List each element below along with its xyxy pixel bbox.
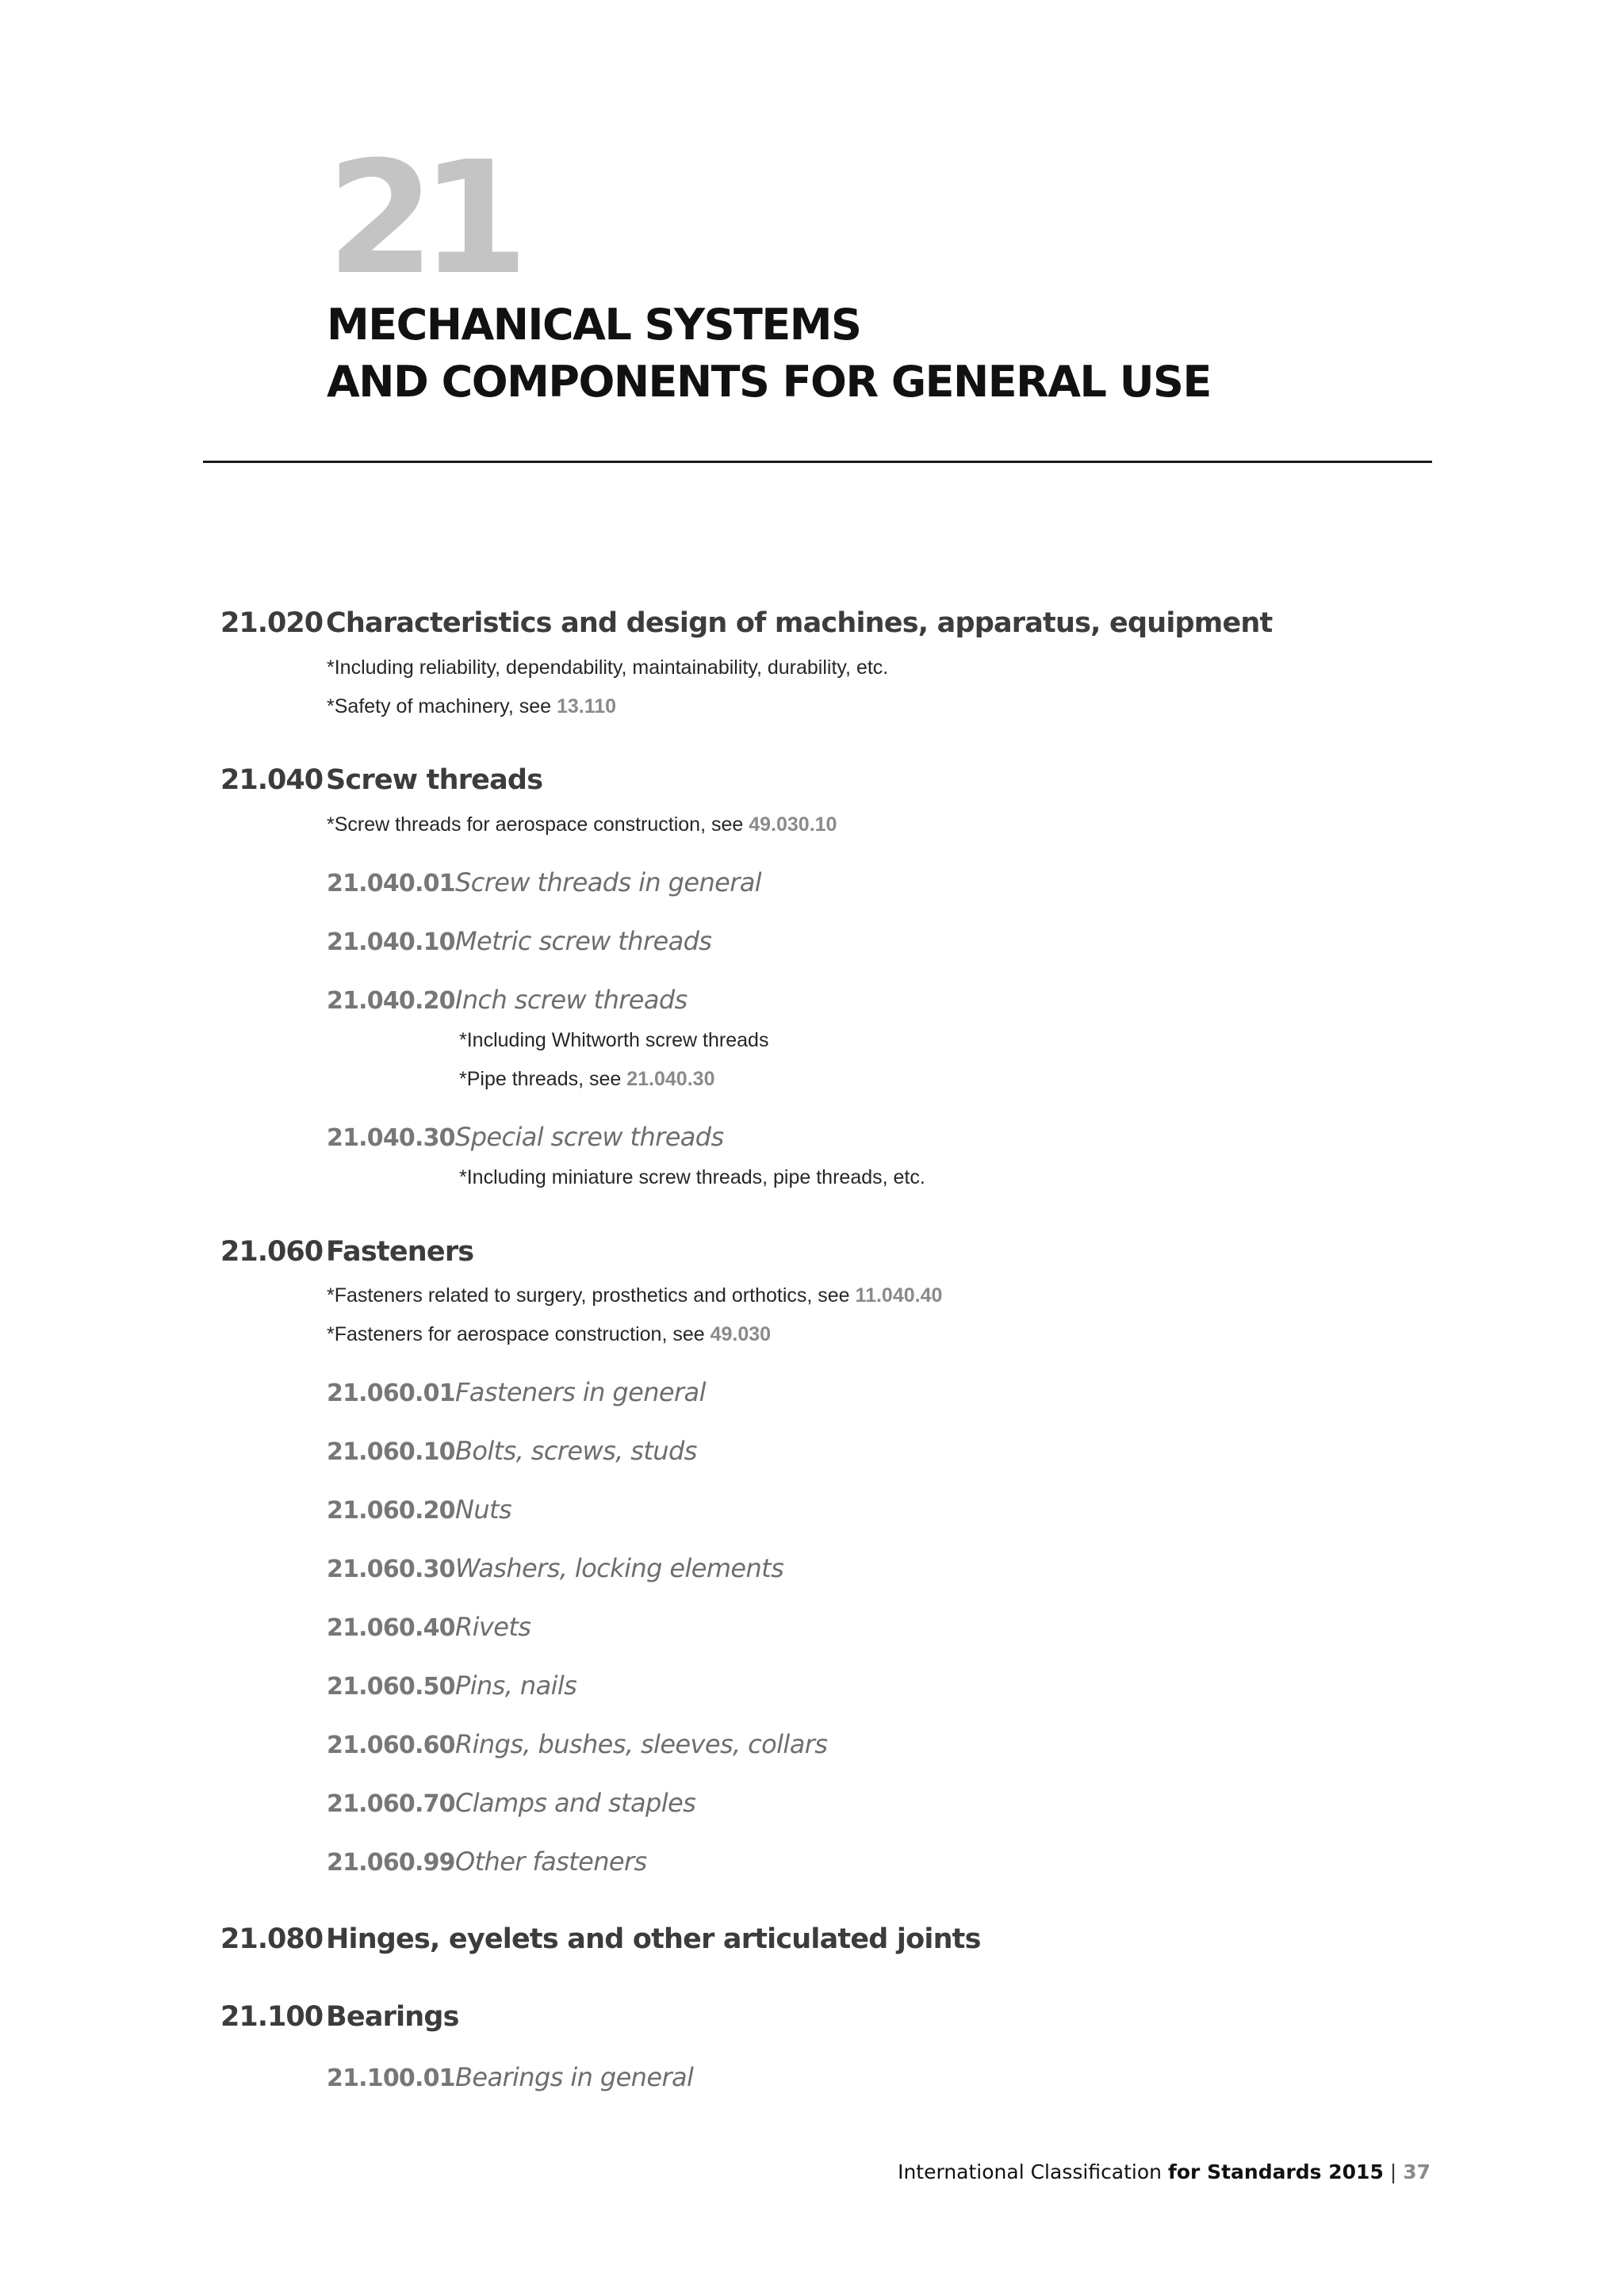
subsection-entry (327, 1846, 647, 1883)
cross-reference-link[interactable]: 11.040.40 (855, 1284, 943, 1307)
subsection-title: Washers, locking elements (455, 1553, 784, 1583)
subsection-code: 21.060.50 (327, 1673, 455, 1701)
section-code: 21.020 (220, 607, 324, 639)
subsection-entry (327, 1435, 697, 1472)
cross-reference-link[interactable]: 13.110 (556, 695, 617, 718)
cross-reference-link[interactable]: 49.030.10 (749, 813, 837, 836)
subsection-entry (327, 1728, 827, 1766)
subsection-code: 21.060.40 (327, 1614, 455, 1642)
section-title: Bearings (326, 2001, 459, 2033)
subsection-code: 21.040.30 (327, 1124, 455, 1152)
section-heading (220, 2001, 1457, 2033)
section-code: 21.080 (220, 1923, 324, 1955)
cross-reference-link[interactable]: 49.030 (710, 1323, 772, 1345)
subsection-title: Rivets (455, 1612, 531, 1642)
subsection-entry (327, 1552, 783, 1590)
section-note: *Fasteners for aerospace construction, see 49.030 (327, 1323, 772, 1345)
page-number: 37 (1403, 2160, 1431, 2183)
section-note: *Screw threads for aerospace construction, see 49.030.10 (327, 813, 837, 836)
page-footer (898, 2160, 1431, 2183)
footer-separator: | (1389, 2160, 1397, 2183)
subsection-title: Bearings in general (455, 2062, 694, 2092)
chapter-title-line-2: AND COMPONENTS FOR GENERAL USE (327, 357, 1211, 407)
subsection-code: 21.060.99 (327, 1849, 455, 1877)
subsection-title: Nuts (455, 1494, 512, 1525)
subsection-title: Rings, bushes, sleeves, collars (455, 1729, 828, 1759)
subsection-note: *Including Whitworth screw threads (459, 1029, 769, 1051)
section-note: *Safety of machinery, see 13.110 (327, 695, 617, 718)
footer-publication: International Classification (898, 2160, 1162, 2183)
subsection-code: 21.060.20 (327, 1497, 455, 1525)
section-title: Hinges, eyelets and other articulated joints (326, 1923, 981, 1955)
subsection-entry (327, 1376, 706, 1414)
section-code: 21.060 (220, 1236, 324, 1268)
subsection-code: 21.060.10 (327, 1438, 455, 1466)
section-code: 21.040 (220, 764, 324, 796)
subsection-entry (327, 1670, 576, 1707)
section-heading (220, 1923, 1457, 1955)
subsection-code: 21.060.70 (327, 1790, 455, 1818)
subsection-entry (327, 1611, 530, 1648)
subsection-title: Metric screw threads (455, 926, 712, 956)
subsection-entry (327, 1121, 724, 1158)
section-note: *Fasteners related to surgery, prosthetics and orthotics, see 11.040.40 (327, 1284, 943, 1307)
chapter-title (327, 297, 1211, 411)
cross-reference-link[interactable]: 21.040.30 (626, 1068, 715, 1090)
subsection-entry (327, 867, 761, 904)
section-title: Screw threads (326, 764, 543, 796)
section-heading (220, 764, 1457, 796)
subsection-code: 21.040.01 (327, 870, 455, 897)
subsection-title: Screw threads in general (455, 867, 762, 897)
section-heading (220, 607, 1457, 639)
subsection-title: Bolts, screws, studs (455, 1436, 697, 1466)
section-note: *Including reliability, dependability, maintainability, durability, etc. (327, 656, 889, 679)
section-heading (220, 1236, 1457, 1268)
subsection-code: 21.100.01 (327, 2064, 455, 2092)
subsection-code: 21.060.30 (327, 1556, 455, 1583)
subsection-code: 21.060.01 (327, 1380, 455, 1407)
subsection-title: Fasteners in general (455, 1377, 706, 1407)
header-divider (203, 461, 1432, 463)
subsection-code: 21.040.20 (327, 987, 455, 1015)
subsection-title: Clamps and staples (455, 1788, 696, 1818)
section-title: Characteristics and design of machines, apparatus, equipment (326, 607, 1273, 639)
subsection-title: Inch screw threads (455, 985, 688, 1015)
subsection-code: 21.040.10 (327, 928, 455, 956)
footer-publication-bold: for Standards 2015 (1167, 2160, 1384, 2183)
subsection-entry (327, 1787, 695, 1824)
section-title: Fasteners (326, 1236, 474, 1268)
subsection-title: Special screw threads (455, 1122, 724, 1152)
subsection-entry (327, 984, 688, 1021)
subsection-entry (327, 2061, 693, 2099)
subsection-entry (327, 1494, 511, 1531)
subsection-title: Pins, nails (455, 1670, 577, 1701)
section-code: 21.100 (220, 2001, 324, 2033)
subsection-note: *Including miniature screw threads, pipe threads, etc. (459, 1166, 925, 1188)
chapter-number: 21 (327, 128, 515, 309)
subsection-code: 21.060.60 (327, 1732, 455, 1759)
subsection-title: Other fasteners (455, 1846, 647, 1877)
subsection-note: *Pipe threads, see 21.040.30 (459, 1068, 715, 1090)
subsection-entry (327, 925, 711, 962)
chapter-title-line-1: MECHANICAL SYSTEMS (327, 300, 861, 350)
